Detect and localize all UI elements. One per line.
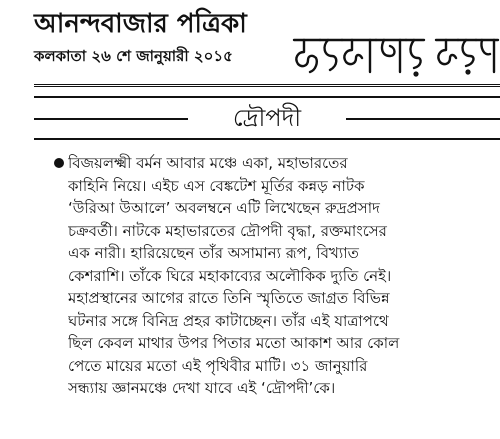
article-line: চক্রবর্তী। নাটকে মহাভারতের দ্রৌপদী বৃদ্ধা, রক্তমাংসের	[68, 221, 387, 240]
article-line: ‘উরিআ উআলে’ অবলম্বনে এটি লিখেছেন রুদ্রপ্রসাদ	[68, 199, 380, 217]
paper-name: আনন্দবাজার পত্রিকা	[34, 9, 247, 39]
bullet-icon	[54, 158, 64, 168]
article-line: কেশরাশি। তাঁকে ঘিরে মহাকাব্যের অলৌকিক দ্যুতি নেই।	[68, 266, 392, 285]
headline-box	[34, 96, 500, 140]
article-body	[68, 152, 488, 400]
headline-rule-right	[346, 118, 500, 120]
article-line: ঘটনার সঙ্গে বিনিদ্র প্রহর কাটাচ্ছেন। তাঁর এই যাত্রাপথে	[68, 311, 389, 330]
article-line: মহাপ্রস্থানের আগের রাতে তিনি স্মৃতিতে জাগ্রত বিভিন্ন	[68, 289, 390, 307]
handwritten-title-icon	[290, 26, 500, 82]
column-title-handwritten-logo	[290, 26, 500, 82]
masthead	[34, 8, 284, 66]
article-line: সন্ধ্যায় জ্ঞানমঞ্চে দেখা যাবে এই ‘দ্রৌপদী’কে।	[68, 379, 336, 397]
headline-rule-left	[34, 118, 188, 120]
date-line: কলকাতা ২৬ শে জানুয়ারী ২০১৫	[34, 47, 233, 65]
article-line: ছিল কেবল মাথার উপর পিতার মতো আকাশ আর কোল	[68, 334, 400, 352]
headline: দ্রৌপদী	[232, 104, 302, 132]
article-line: এক নারী। হারিয়েছেন তাঁর অসামান্য রূপ, বিখ্যাত	[68, 244, 359, 262]
article-line: কাহিনি নিয়ে। এইচ এস বেঙ্কটেশ মূর্তির কন্নড় নাটক	[68, 176, 365, 195]
article-line: পেতে মায়ের মতো এই পৃথিবীর মাটি। ৩১ জানুয়ারি	[68, 356, 368, 375]
article-line: বিজয়লক্ষ্মী বর্মন আবার মঞ্চে একা, মহাভারতের	[68, 154, 348, 172]
masthead-divider	[34, 84, 500, 87]
